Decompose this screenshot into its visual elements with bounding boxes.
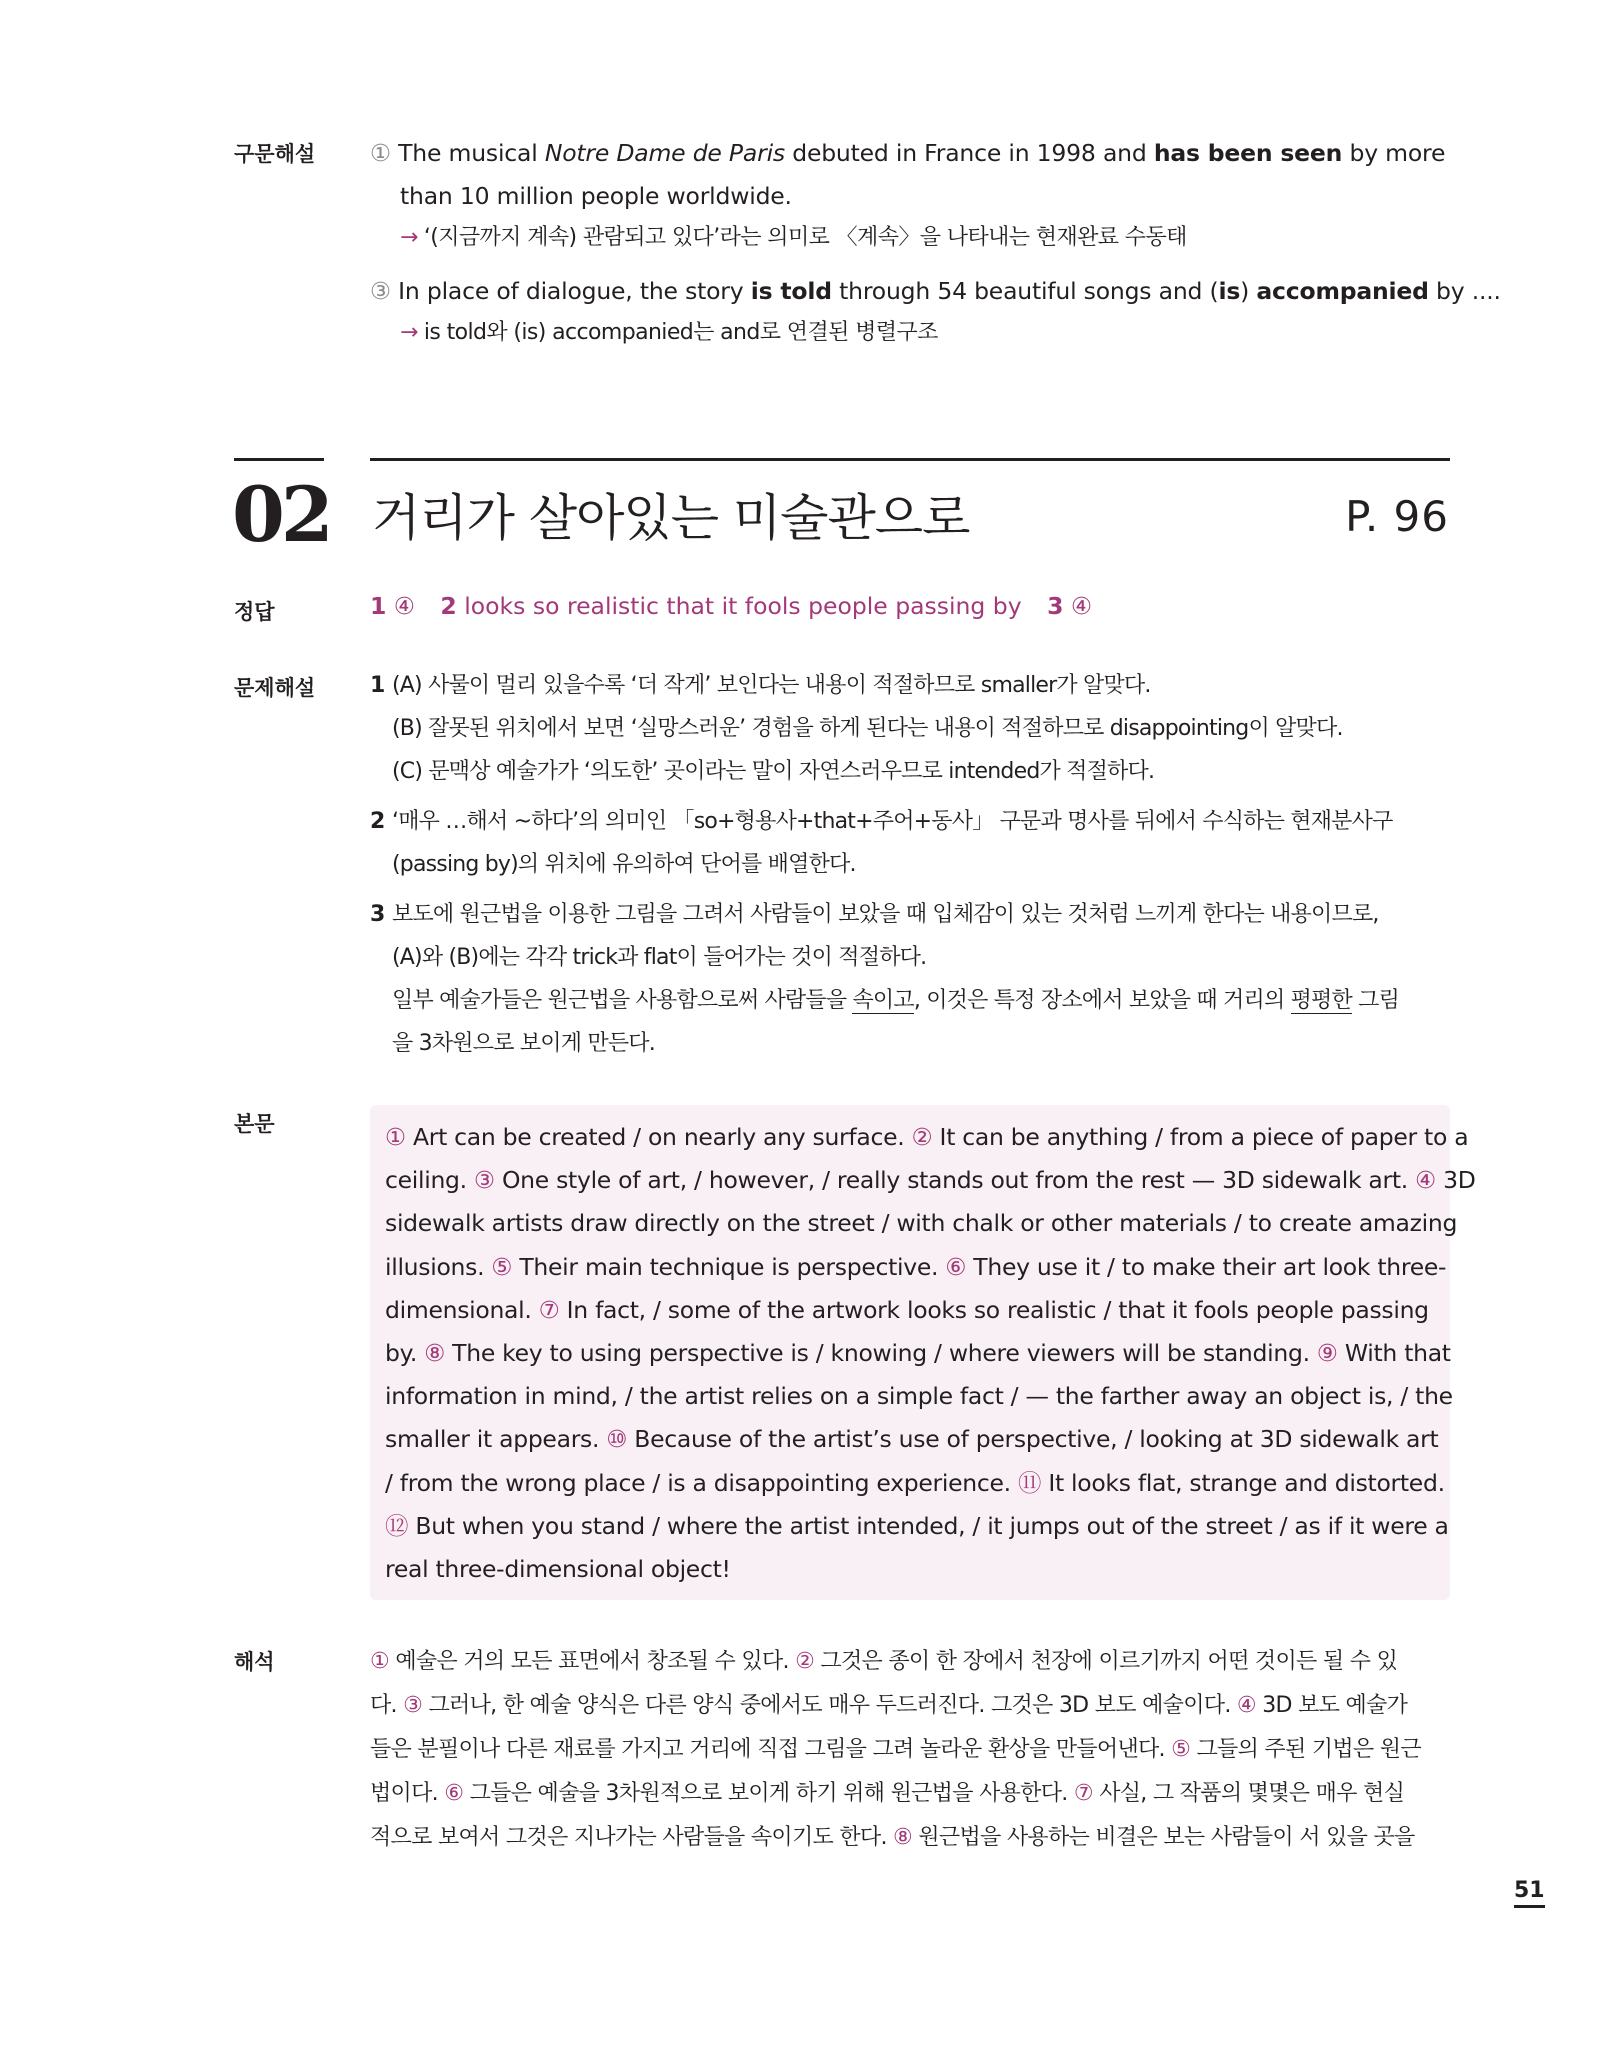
sentence-number: ⑧: [424, 1339, 445, 1368]
passage-line: [385, 1505, 1449, 1548]
explanation-label: 문제해설: [234, 676, 316, 700]
sentence-text: 다.: [370, 1693, 404, 1718]
passage-line: [385, 1246, 1447, 1289]
explanation-q1-a: 1 (A) 사물이 멀리 있을수록 ‘더 작게’ 보인다는 내용이 적절하므로 smaller가 알맞다.: [370, 673, 1151, 698]
passage-line: [385, 1462, 1445, 1505]
sentence-text: / from the wrong place / is a disappointing experience.: [385, 1468, 1018, 1497]
passage-line: [385, 1418, 1439, 1461]
sentence-text: Art can be created / on nearly any surface.: [405, 1123, 912, 1151]
arrow-icon: →: [400, 320, 418, 345]
syntax-item1-note: → ‘(지금까지 계속) 관람되고 있다’라는 의미로 〈계속〉을 나타내는 현재완료 수동태: [400, 225, 1187, 250]
sentence-text: 법이다.: [370, 1781, 445, 1806]
explanation-q3-b: (A)와 (B)에는 각각 trick과 flat이 들어가는 것이 적절하다.: [392, 945, 927, 970]
sentence-text: real three-dimensional object!: [385, 1555, 731, 1584]
sentence-number: ③: [403, 1693, 423, 1718]
translation-text: [370, 1640, 1450, 1860]
sentence-text: 그러나, 한 예술 양식은 다른 양식 중에서도 매우 두드러진다. 그것은 3D 보도 예술이다.: [422, 1693, 1237, 1718]
sentence-text: In fact, / some of the artwork looks so realistic / that it fools people passing: [559, 1295, 1429, 1324]
translation-line: [370, 1816, 1450, 1860]
sentence-number: ②: [795, 1649, 815, 1674]
explanation-q1-c: (C) 문맥상 예술가가 ‘의도한’ 곳이라는 말이 자연스러우므로 intended가 적절하다.: [392, 759, 1155, 784]
explanation-q2-b: (passing by)의 위치에 유의하여 단어를 배열한다.: [392, 852, 856, 877]
answer-label: 정답: [234, 600, 275, 624]
sentence-text: 적으로 보여서 그것은 지나가는 사람들을 속이기도 한다.: [370, 1825, 894, 1850]
sentence-text: sidewalk artists draw directly on the street / with chalk or other materials / to create amazing: [385, 1209, 1458, 1238]
passage-line: [385, 1289, 1435, 1332]
passage-line: [385, 1202, 1458, 1245]
section-rule-left: [234, 458, 324, 461]
translation-line: [370, 1772, 1450, 1816]
sentence-text: One style of art, / however, / really stands out from the rest — 3D sidewalk art.: [494, 1166, 1416, 1195]
sentence-number: ①: [385, 1123, 406, 1151]
sentence-number: ①: [370, 1649, 390, 1674]
sentence-text: by.: [385, 1339, 425, 1368]
sentence-number: ③: [474, 1166, 495, 1195]
sentence-text: dimensional.: [385, 1295, 539, 1324]
translation-line: [370, 1640, 1450, 1684]
explanation-q3-c: 일부 예술가들은 원근법을 사용함으로써 사람들을 속이고, 이것은 특정 장소에서 보았을 때 거리의 평평한 그림: [392, 988, 1400, 1013]
sentence-number: ④: [1415, 1166, 1436, 1195]
sentence-text: illusions.: [385, 1252, 492, 1281]
sentence-number: ⑫: [385, 1511, 409, 1540]
explanation-block: [370, 664, 1450, 1065]
sentence-text: With that: [1337, 1339, 1451, 1368]
sentence-text: It can be anything / from a piece of paper to a: [932, 1123, 1469, 1151]
sentence-number: ②: [911, 1123, 933, 1151]
syntax-label: 구문해설: [234, 142, 316, 166]
sentence-number: ⑩: [606, 1425, 628, 1454]
sentence-number: ⑥: [945, 1252, 967, 1281]
translation-line: [370, 1728, 1450, 1772]
sentence-text: But when you stand / where the artist intended, / it jumps out of the street / as if it were a: [408, 1511, 1449, 1540]
passage-line: [385, 1375, 1453, 1418]
sentence-text: ceiling.: [385, 1166, 475, 1195]
explanation-q2-a: 2 ‘매우 …해서 ~하다’의 의미인 「so+형용사+that+주어+동사」 구문과 명사를 뒤에서 수식하는 현재분사구: [370, 809, 1393, 834]
section-number: 02: [232, 470, 330, 559]
sentence-number: ⑥: [444, 1781, 464, 1806]
sentence-number: ⑤: [491, 1252, 513, 1281]
passage-line: [385, 1332, 1451, 1375]
sentence-text: information in mind, / the artist relies on a simple fact / — the farther away an object is, / the: [385, 1382, 1453, 1411]
sentence-number: ⑤: [1171, 1737, 1191, 1762]
sentence-text: 그들은 예술을 3차원적으로 보이게 하기 위해 원근법을 사용한다.: [463, 1781, 1074, 1806]
page-number: 51: [1514, 1878, 1545, 1908]
sentence-number: ④: [1236, 1693, 1256, 1718]
sentence-number: ⑦: [538, 1295, 560, 1324]
sentence-text: 예술은 거의 모든 표면에서 창조될 수 있다.: [389, 1649, 796, 1674]
syntax-item1-line1: ① The musical Notre Dame de Paris debuted in France in 1998 and has been seen by more: [370, 139, 1446, 167]
section-page-ref: P. 96: [1345, 492, 1449, 541]
sentence-number: ⑨: [1316, 1339, 1338, 1368]
syntax-item3-note: → is told와 (is) accompanied는 and로 연결된 병렬구조: [400, 320, 938, 345]
arrow-icon: →: [400, 225, 418, 250]
syntax-item3-line: ③ In place of dialogue, the story is told through 54 beautiful songs and (is) accompanied by ....: [370, 277, 1501, 305]
sentence-text: 그들의 주된 기법은 원근: [1190, 1737, 1421, 1762]
explanation-q1-b: (B) 잘못된 위치에서 보면 ‘실망스러운’ 경험을 하게 된다는 내용이 적절하므로 disappointing이 알맞다.: [392, 716, 1343, 741]
sentence-text: Their main technique is perspective.: [512, 1252, 946, 1281]
sentence-text: They use it / to make their art look three-: [966, 1252, 1447, 1281]
sentence-text: 3D: [1435, 1166, 1476, 1195]
syntax-block: [370, 132, 1501, 353]
sentence-text: smaller it appears.: [385, 1425, 607, 1454]
passage-line: [385, 1116, 1469, 1159]
sentence-text: The key to using perspective is / knowing / where viewers will be standing.: [445, 1339, 1317, 1368]
sentence-text: Because of the artist’s use of perspective, / looking at 3D sidewalk art: [627, 1425, 1439, 1454]
syntax-item1-line2: than 10 million people worldwide.: [400, 182, 792, 210]
sentence-number: ⑪: [1017, 1468, 1042, 1497]
passage-text: [385, 1116, 1476, 1591]
explanation-q3-a: 3 보도에 원근법을 이용한 그림을 그려서 사람들이 보았을 때 입체감이 있는 것처럼 느끼게 한다는 내용이므로,: [370, 902, 1379, 927]
sentence-text: It looks flat, strange and distorted.: [1041, 1468, 1445, 1497]
passage-line: [385, 1548, 1435, 1591]
passage-line: [385, 1159, 1476, 1202]
sentence-text: 들은 분필이나 다른 재료를 가지고 거리에 직접 그림을 그려 놀라운 환상을 만들어낸다.: [370, 1737, 1172, 1762]
sentence-text: 원근법을 사용하는 비결은 보는 사람들이 서 있을 곳을: [912, 1825, 1415, 1850]
translation-label: 해석: [234, 1650, 275, 1674]
sentence-text: 사실, 그 작품의 몇몇은 매우 현실: [1092, 1781, 1405, 1806]
sentence-number: ⑧: [893, 1825, 913, 1850]
sentence-number: ⑦: [1073, 1781, 1093, 1806]
section-rule-right: [370, 458, 1450, 461]
explanation-q3-d: 을 3차원으로 보이게 만든다.: [392, 1031, 655, 1056]
passage-label: 본문: [234, 1112, 275, 1136]
sentence-text: 3D 보도 예술가: [1255, 1693, 1408, 1718]
section-title: 거리가 살아있는 미술관으로: [372, 489, 970, 547]
answer-line: 1 ④ 2 looks so realistic that it fools people passing by 3 ④: [370, 592, 1093, 620]
translation-line: [370, 1684, 1450, 1728]
sentence-text: 그것은 종이 한 장에서 천장에 이르기까지 어떤 것이든 될 수 있: [814, 1649, 1398, 1674]
